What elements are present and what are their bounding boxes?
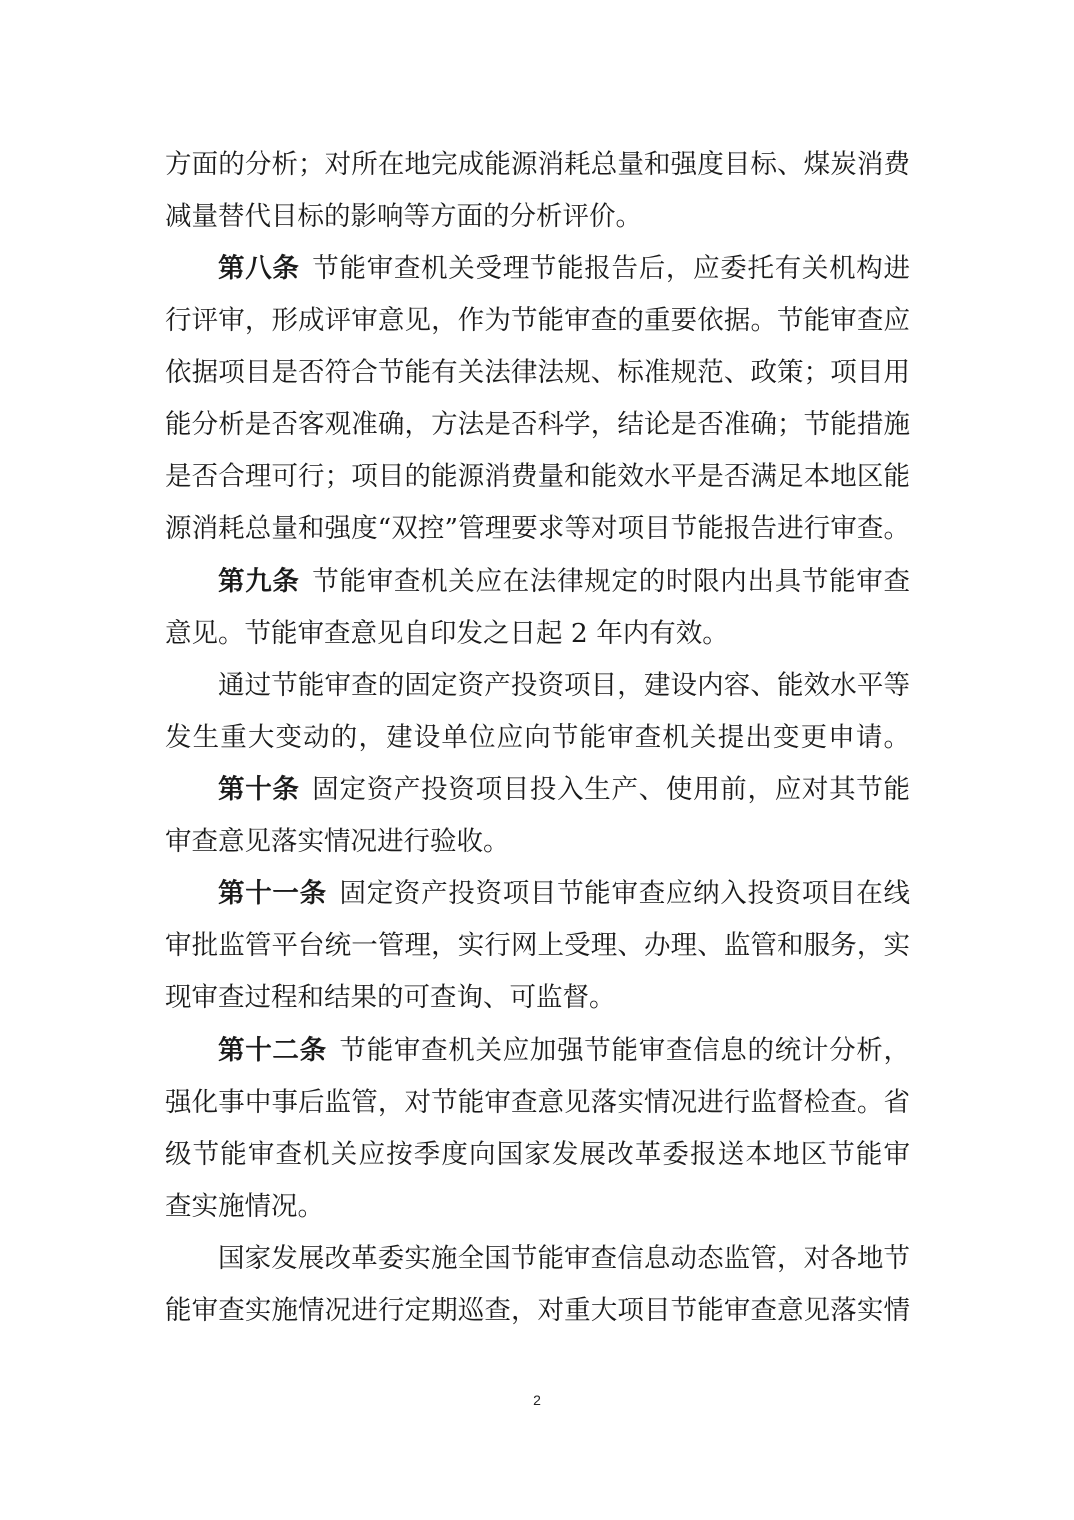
body-line-23: 能审查实施情况进行定期巡查，对重大项目节能审查意见落实情 (165, 1295, 910, 1326)
article-9-line-1 (218, 562, 910, 602)
body-line-6: 能分析是否客观准确，方法是否科学，结论是否准确；节能措施 (165, 409, 910, 440)
body-line-4: 行评审，形成评审意见，作为节能审查的重要依据。节能审查应 (165, 305, 910, 336)
body-line-20: 级节能审查机关应按季度向国家发展改革委报送本地区节能审 (165, 1139, 910, 1170)
article-12-line-1 (218, 1031, 910, 1071)
paragraph-indent-line-2: 国家发展改革委实施全国节能审查信息动态监管，对各地节 (218, 1243, 910, 1274)
body-line-14: 审查意见落实情况进行验收。 (165, 826, 510, 857)
article-12-text: 节能审查机关应加强节能审查信息的统计分析， (338, 1035, 911, 1066)
page-number: 2 (533, 1392, 541, 1408)
body-line-16: 审批监管平台统一管理，实行网上受理、办理、监管和服务，实 (165, 930, 910, 961)
article-10-text: 固定资产投资项目投入生产、使用前，应对其节能 (311, 774, 911, 805)
article-9-heading: 第九条 (218, 566, 300, 597)
body-line-7: 是否合理可行；项目的能源消费量和能效水平是否满足本地区能 (165, 461, 910, 492)
article-10-heading: 第十条 (218, 774, 300, 805)
body-line-8: 源消耗总量和强度“双控”管理要求等对项目节能报告进行审查。 (165, 513, 910, 544)
article-8-line-1 (218, 249, 910, 289)
body-line-5: 依据项目是否符合节能有关法律法规、标准规范、政策；项目用 (165, 357, 910, 388)
article-11-line-1 (218, 874, 910, 914)
article-9-text: 节能审查机关应在法律规定的时限内出具节能审查 (311, 566, 911, 597)
body-line-10: 意见。节能审查意见自印发之日起 2 年内有效。 (165, 618, 729, 649)
article-8-heading: 第八条 (218, 253, 300, 284)
body-line-1: 方面的分析；对所在地完成能源消耗总量和强度目标、煤炭消费 (165, 149, 910, 180)
body-line-12: 发生重大变动的，建设单位应向节能审查机关提出变更申请。 (165, 722, 910, 753)
article-8-text: 节能审查机关受理节能报告后，应委托有关机构进 (311, 253, 911, 284)
paragraph-indent-line: 通过节能审查的固定资产投资项目，建设内容、能效水平等 (218, 670, 910, 701)
body-line-2: 减量替代目标的影响等方面的分析评价。 (165, 201, 642, 232)
article-10-line-1 (218, 770, 910, 810)
body-line-17: 现审查过程和结果的可查询、可监督。 (165, 982, 616, 1013)
body-line-19: 强化事中事后监管，对节能审查意见落实情况进行监督检查。省 (165, 1087, 910, 1118)
article-11-text: 固定资产投资项目节能审查应纳入投资项目在线 (338, 878, 911, 909)
article-11-heading: 第十一条 (218, 878, 327, 909)
article-12-heading: 第十二条 (218, 1035, 327, 1066)
body-line-21: 查实施情况。 (165, 1191, 324, 1222)
